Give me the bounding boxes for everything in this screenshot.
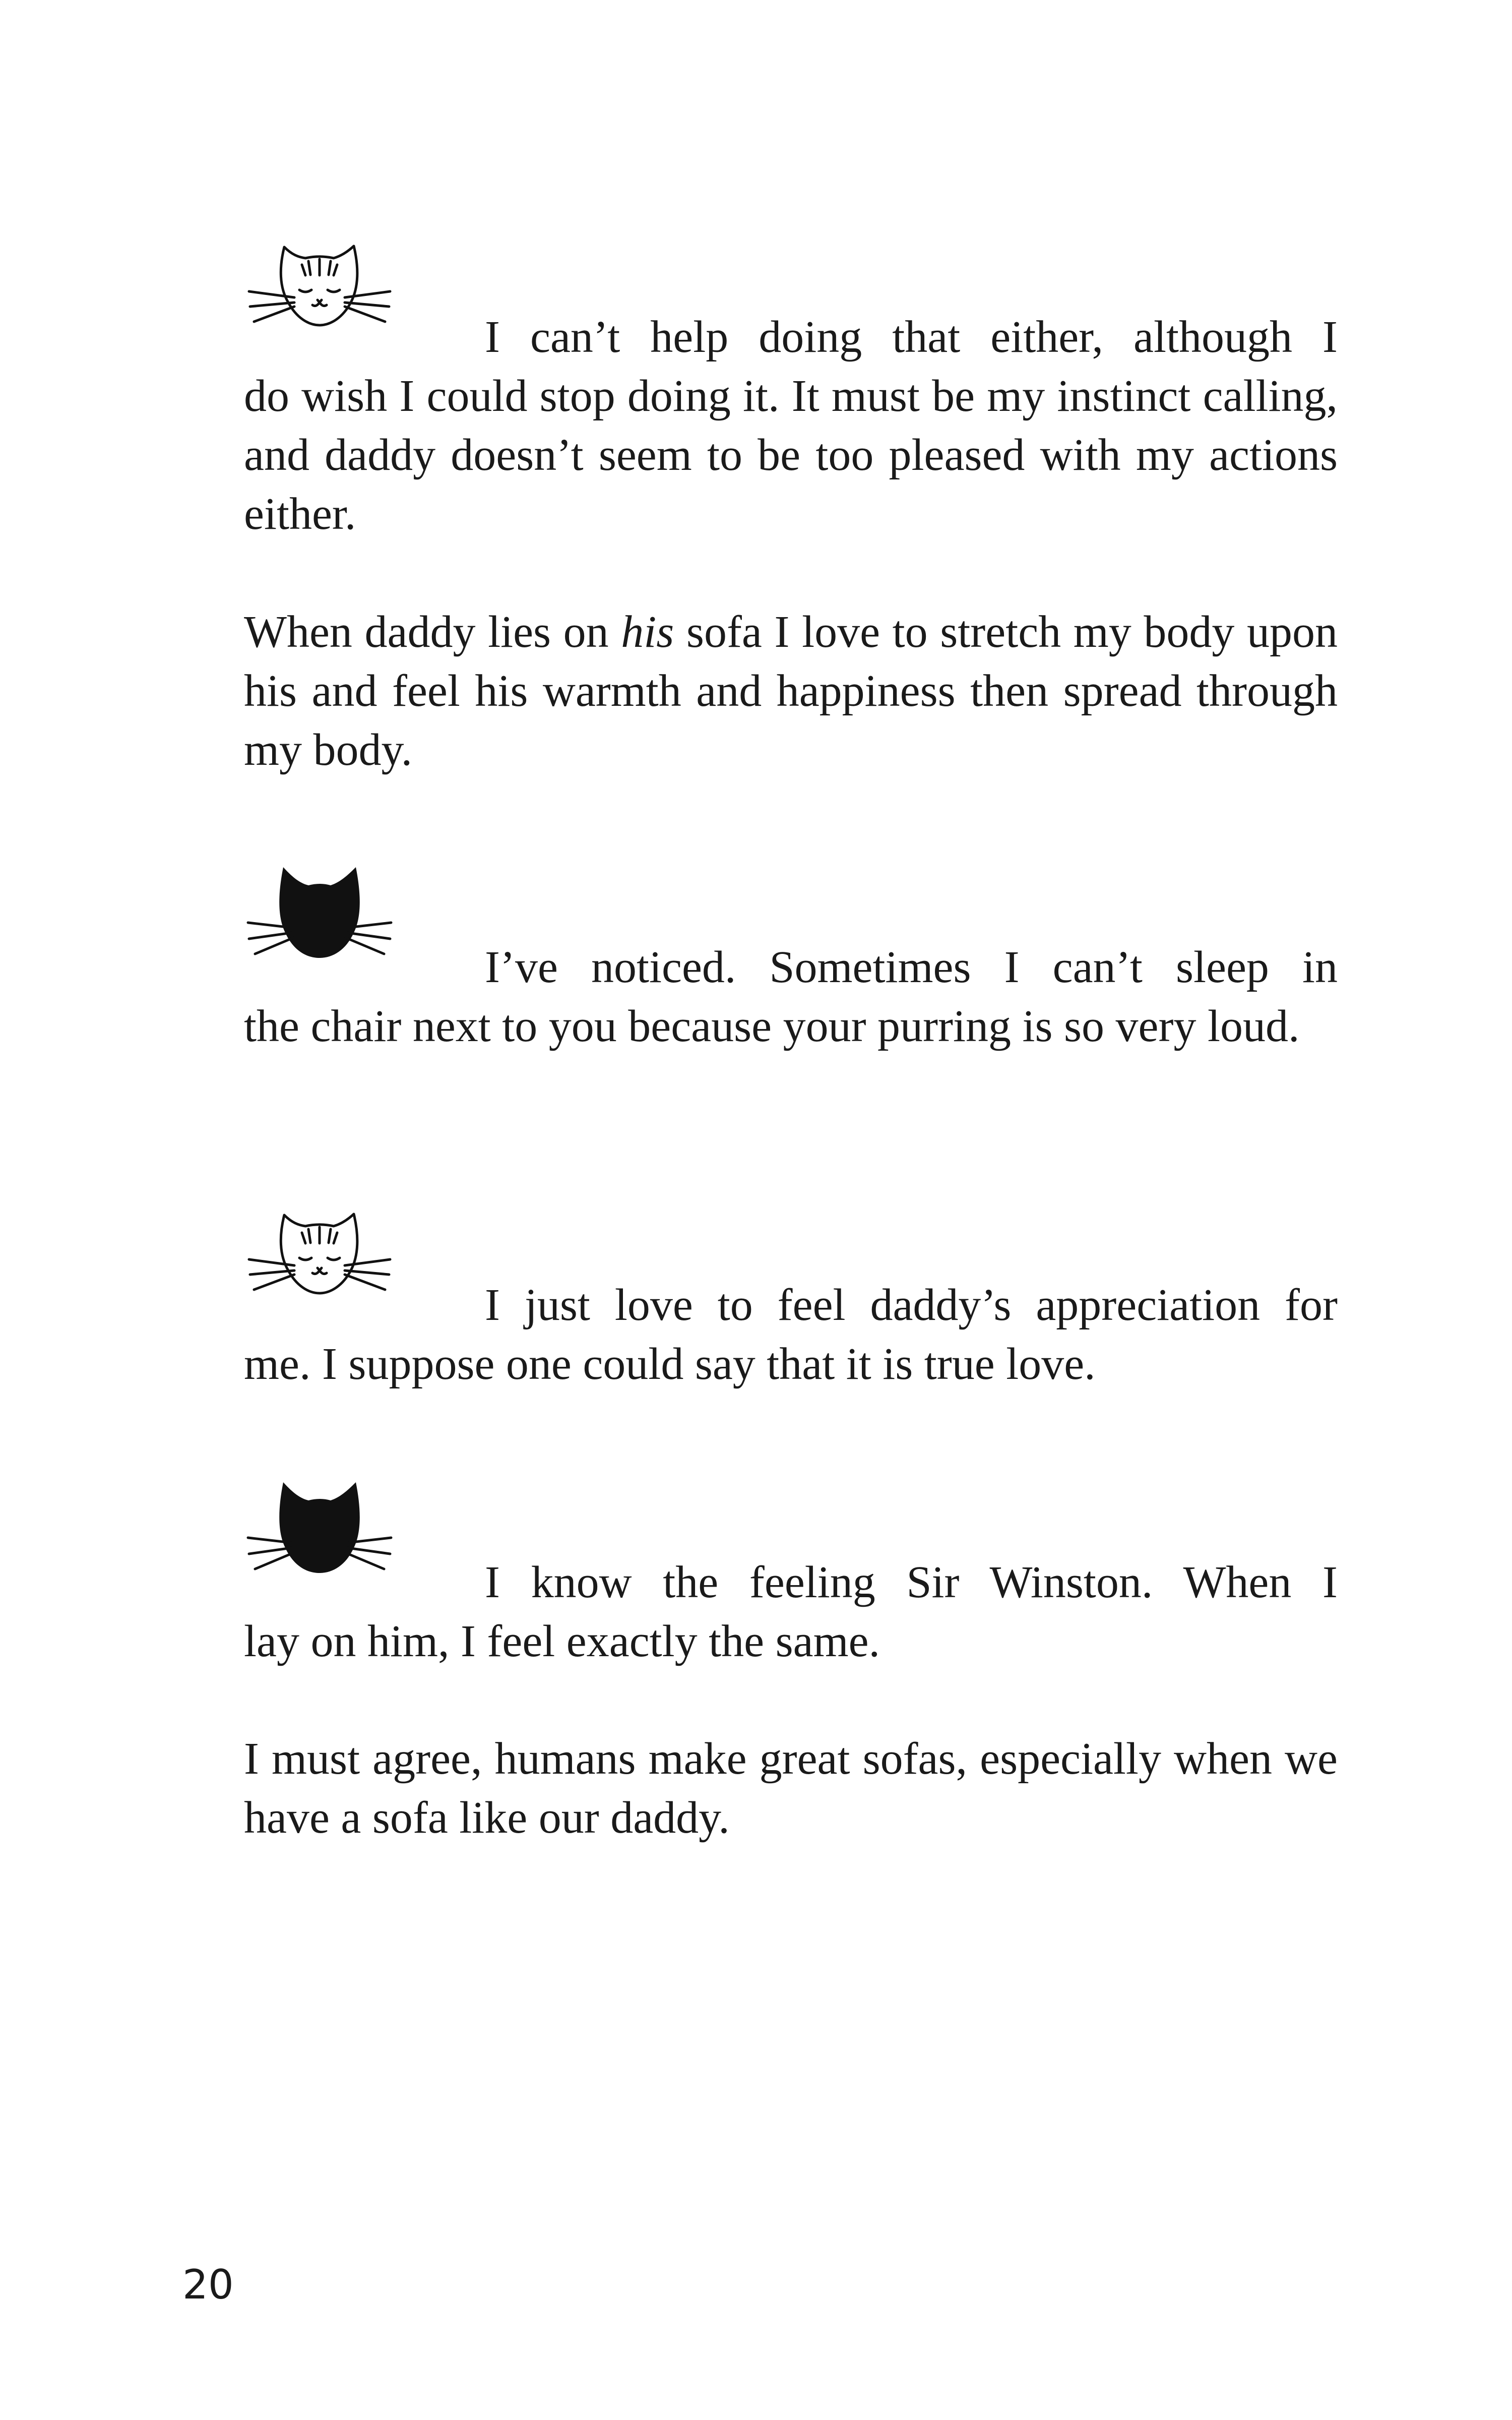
continuation: do wish I could stop doing it. It must be my instinct calling, and daddy doesn’t seem to be too pleased with my actions either. — [244, 371, 1338, 539]
closing-paragraph: I must agree, humans make great sofas, especially when we have a sofa like our daddy. — [244, 1734, 1338, 1843]
paragraph-text — [244, 1729, 1338, 1847]
continuation: lay on him, I feel exactly the same. — [244, 1616, 880, 1666]
dialogue-text — [244, 1276, 1338, 1394]
first-line: I know the feeling Sir Winston. When I — [485, 1557, 1338, 1607]
dialogue-text — [244, 308, 1338, 543]
paragraph-start: When daddy lies on — [244, 607, 621, 657]
first-line: I can’t help doing that either, although I — [485, 312, 1338, 362]
dialogue-text — [244, 938, 1338, 1056]
paragraph-emphasis: his — [621, 607, 674, 657]
page-number: 20 — [182, 2261, 234, 2308]
continuation: me. I suppose one could say that it is true love. — [244, 1339, 1096, 1389]
first-line: I just love to feel daddy’s appreciation for — [485, 1280, 1338, 1330]
continuation: the chair next to you because your purring is so very loud. — [244, 1001, 1300, 1051]
first-line: I’ve noticed. Sometimes I can’t sleep in — [485, 942, 1338, 992]
paragraph-end: sofa I love to stretch my body upon his and feel his warmth and happiness then spread through my body. — [244, 607, 1338, 775]
paragraph-text — [244, 602, 1338, 779]
dialogue-text — [244, 1553, 1338, 1671]
